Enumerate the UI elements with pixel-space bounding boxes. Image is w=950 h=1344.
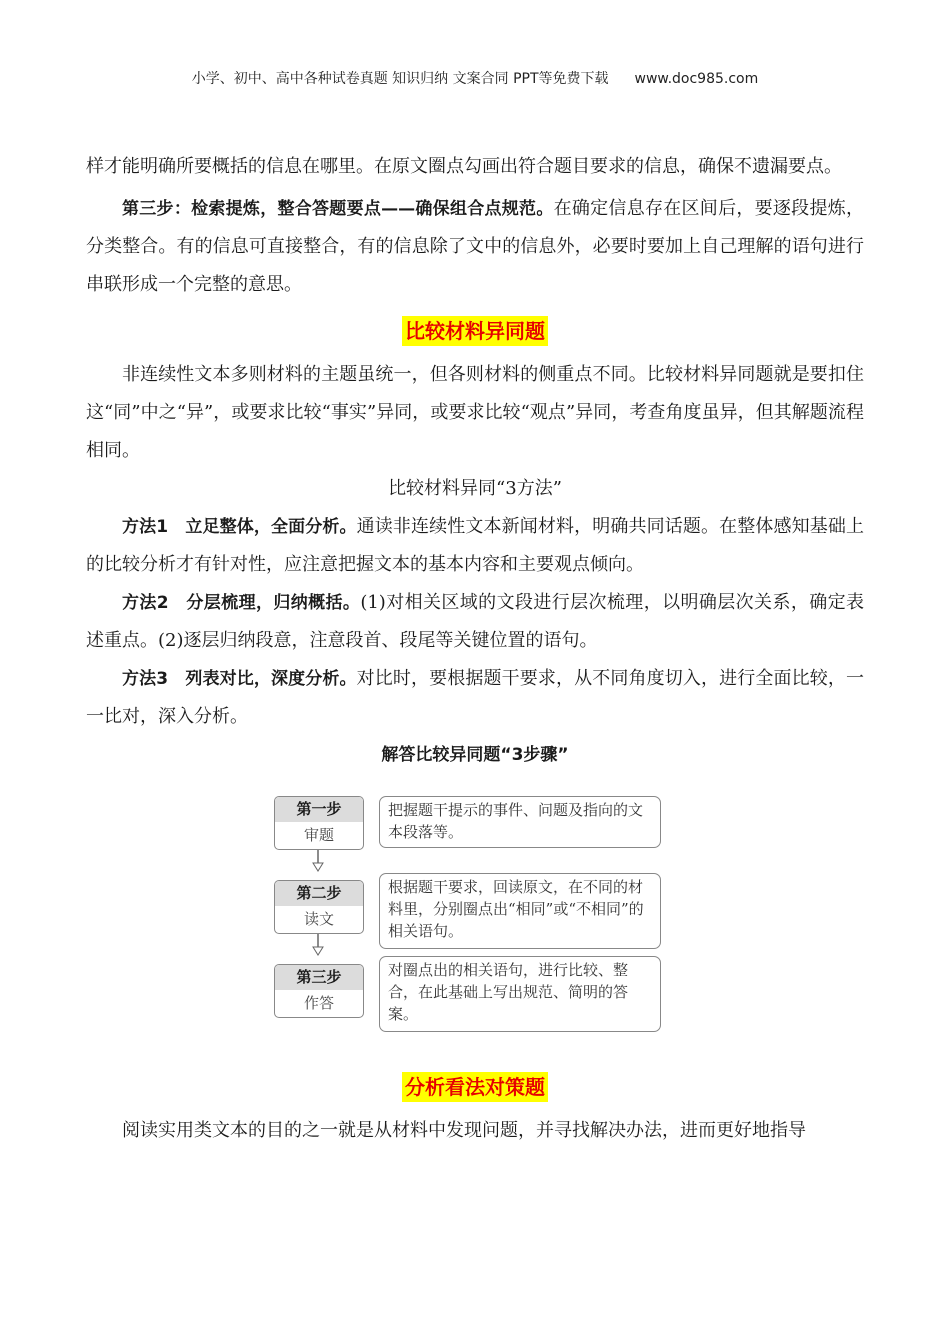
paragraph-compare-intro: 非连续性文本多则材料的主题虽统一，但各则材料的侧重点不同。比较材料异同题就是要扣住这“同”中之“异”，或要求比较“事实”异同，或要求比较“观点”异同，考查角度虽异，但其解题流程相同。 xyxy=(86,364,864,461)
step3-label: 第三步：检索提炼，整合答题要点——确保组合点规范。 xyxy=(122,199,554,219)
step3-text: 在确定信息存在区间后，要逐段提炼，分类整合。有的信息可直接整合，有的信息除了文中的信息外，必要时要加上自己理解的语句进行串联形成一个完整的意思。 xyxy=(86,198,865,295)
method-3 xyxy=(86,660,864,736)
method-2 xyxy=(86,584,864,660)
step-2-desc: 根据题干要求，回读原文，在不同的材料里，分别圈点出“相同”或“不相同”的相关语句。 xyxy=(379,873,661,949)
down-arrow-icon xyxy=(312,934,324,956)
page-header xyxy=(0,68,950,88)
paragraph-opinion-intro: 阅读实用类文本的目的之一就是从材料中发现问题，并寻找解决办法，进而更好地指导 xyxy=(122,1120,806,1141)
step-2-action: 读文 xyxy=(303,910,334,928)
step-1-desc: 把握题干提示的事件、问题及指向的文本段落等。 xyxy=(379,796,661,848)
main-content xyxy=(86,148,864,1150)
method-2-text: (1)对相关区域的文段进行层次梳理，以明确层次关系，确定表述重点。(2)逐层归纳段意，注意段首、段尾等关键位置的语句。 xyxy=(86,592,865,651)
methods-title: 比较材料异同“3方法” xyxy=(388,478,562,499)
step-2-box xyxy=(274,880,364,934)
section-heading-wrap-2 xyxy=(86,1072,864,1102)
steps-flowchart xyxy=(86,788,864,1032)
method-1 xyxy=(86,508,864,584)
steps-title: 解答比较异同题“3步骤” xyxy=(381,745,569,765)
header-text: 小学、初中、高中各种试卷真题 知识归纳 文案合同 PPT等免费下载 xyxy=(191,71,609,87)
step-2-name: 第二步 xyxy=(275,881,363,906)
step-3-name: 第三步 xyxy=(275,965,363,990)
step-3-action: 作答 xyxy=(303,994,334,1012)
method-1-text: 通读非连续性文本新闻材料，明确共同话题。在整体感知基础上的比较分析才有针对性，应注意把握文本的基本内容和主要观点倾向。 xyxy=(86,516,865,575)
down-arrow-icon xyxy=(312,850,324,872)
section-heading-opinion: 分析看法对策题 xyxy=(402,1072,548,1102)
section-heading-compare: 比较材料异同题 xyxy=(402,316,548,346)
step-1-action: 审题 xyxy=(303,826,334,844)
method-3-label: 方法3 列表对比，深度分析。 xyxy=(122,669,357,689)
step-3-box xyxy=(274,964,364,1018)
step-1-name: 第一步 xyxy=(275,797,363,822)
method-1-label: 方法1 立足整体，全面分析。 xyxy=(122,517,357,537)
paragraph-continued: 样才能明确所要概括的信息在哪里。在原文圈点勾画出符合题目要求的信息，确保不遗漏要点。 xyxy=(86,156,842,177)
paragraph-step3 xyxy=(86,190,864,304)
method-3-text: 对比时，要根据题干要求，从不同角度切入，进行全面比较，一一比对，深入分析。 xyxy=(86,668,865,727)
section-heading-wrap xyxy=(86,316,864,346)
header-site-link[interactable]: www.doc985.com xyxy=(634,71,759,87)
step-1-box xyxy=(274,796,364,850)
step-3-desc: 对圈点出的相关语句，进行比较、整合，在此基础上写出规范、简明的答案。 xyxy=(379,956,661,1032)
method-2-label: 方法2 分层梳理，归纳概括。 xyxy=(122,593,361,613)
